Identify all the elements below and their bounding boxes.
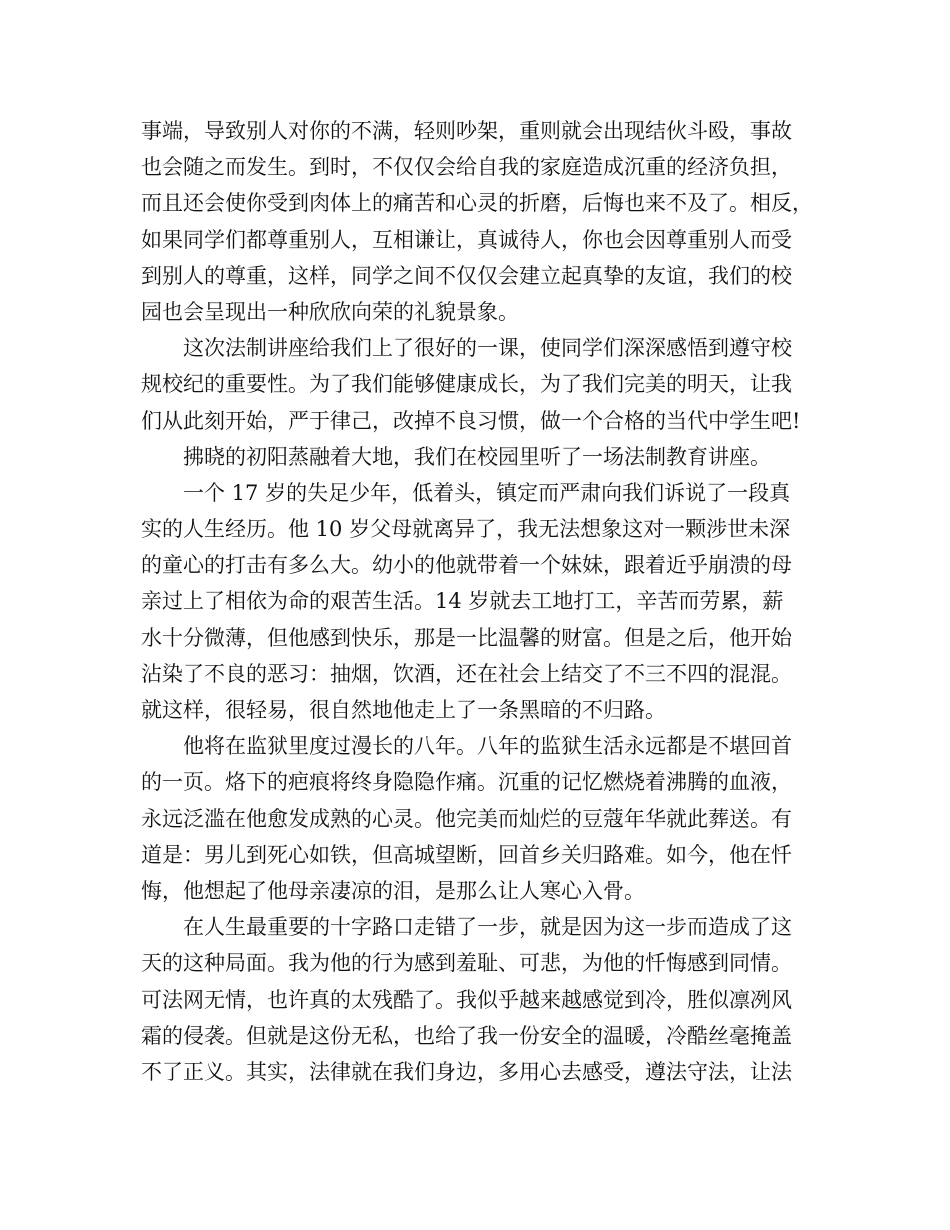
text-line: 就这样，很轻易，很自然地他走上了一条黑暗的不归路。 bbox=[141, 698, 666, 722]
text-line: 一个 17 岁的失足少年，低着头，镇定而严肃向我们诉说了一段真 bbox=[141, 480, 791, 505]
text-line: 也会随之而发生。到时，不仅仅会给自我的家庭造成沉重的经济负担， bbox=[141, 155, 792, 180]
text-line: 到别人的尊重，这样，同学之间不仅仅会建立起真挚的友谊，我们的校 bbox=[141, 263, 792, 288]
text-line: 沾染了不良的恶习：抽烟，饮酒，还在社会上结交了不三不四的混混。 bbox=[141, 661, 792, 686]
text-line: 如果同学们都尊重别人，互相谦让，真诚待人，你也会因尊重别人而受 bbox=[141, 227, 792, 252]
body-text bbox=[141, 113, 826, 1090]
text-line: 永远泛滥在他愈发成熟的心灵。他完美而灿烂的豆蔻年华就此葬送。有 bbox=[141, 806, 792, 831]
text-line: 实的人生经历。他 10 岁父母就离异了，我无法想象这对一颗涉世未深 bbox=[141, 517, 791, 542]
text-line: 在人生最重要的十字路口走错了一步，就是因为这一步而造成了这 bbox=[141, 915, 792, 940]
text-line: 这次法制讲座给我们上了很好的一课，使同学们深深感悟到遵守校 bbox=[141, 336, 792, 361]
text-line: 而且还会使你受到肉体上的痛苦和心灵的折磨，后悔也来不及了。相反， bbox=[141, 191, 813, 216]
text-line: 的一页。烙下的疤痕将终身隐隐作痛。沉重的记忆燃烧着沸腾的血液， bbox=[141, 770, 792, 795]
text-line: 亲过上了相依为命的艰苦生活。14 岁就去工地打工，辛苦而劳累，薪 bbox=[141, 589, 784, 614]
text-line: 事端，导致别人对你的不满，轻则吵架，重则就会出现结伙斗殴，事故 bbox=[141, 119, 792, 143]
text-line: 园也会呈现出一种欣欣向荣的礼貌景象。 bbox=[141, 299, 519, 324]
text-line: 拂晓的初阳蒸融着大地，我们在校园里听了一场法制教育讲座。 bbox=[141, 444, 771, 469]
text-line: 规校纪的重要性。为了我们能够健康成长，为了我们完美的明天，让我 bbox=[141, 372, 792, 397]
text-line: 霜的侵袭。但就是这份无私，也给了我一份安全的温暖，冷酷丝毫掩盖 bbox=[141, 1023, 792, 1048]
text-line: 不了正义。其实，法律就在我们身边，多用心去感受，遵法守法，让法 bbox=[141, 1059, 792, 1084]
text-line: 的童心的打击有多么大。幼小的他就带着一个妹妹，跟着近乎崩溃的母 bbox=[141, 553, 792, 578]
text-line: 悔，他想起了他母亲凄凉的泪，是那么让人寒心入骨。 bbox=[141, 878, 645, 903]
text-line: 水十分微薄，但他感到快乐，那是一比温馨的财富。但是之后，他开始 bbox=[141, 625, 792, 650]
text-line: 可法网无情，也许真的太残酷了。我似乎越来越感觉到冷，胜似凛冽风 bbox=[141, 987, 792, 1012]
text-line: 他将在监狱里度过漫长的八年。八年的监狱生活永远都是不堪回首 bbox=[141, 734, 792, 759]
text-line: 道是：男儿到死心如铁，但高城望断，回首乡关归路难。如今，他在忏 bbox=[141, 842, 792, 867]
text-line: 们从此刻开始，严于律己，改掉不良习惯，做一个合格的当代中学生吧! bbox=[141, 408, 801, 433]
text-line: 天的这种局面。我为他的行为感到羞耻、可悲，为他的忏悔感到同情。 bbox=[141, 951, 792, 976]
